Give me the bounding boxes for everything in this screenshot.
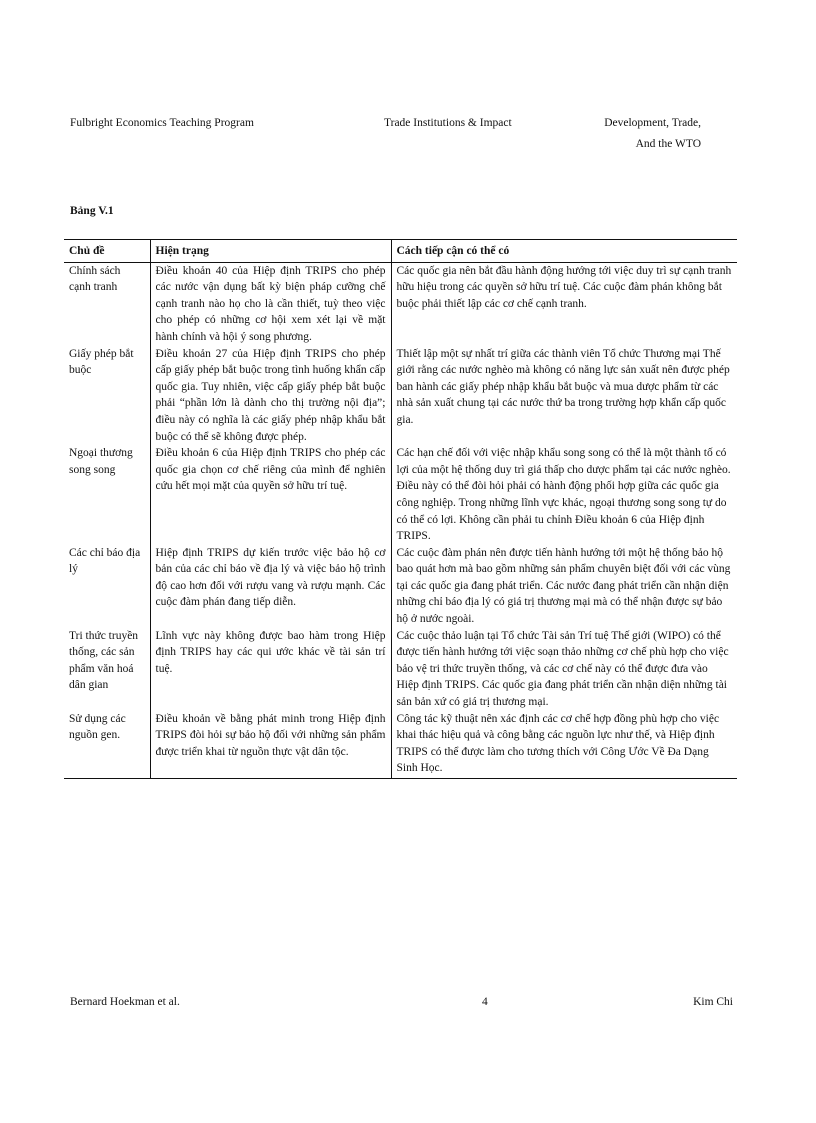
cell-approach: Thiết lập một sự nhất trí giữa các thành viên Tổ chức Thương mại Thế giới rằng các nước nghèo mà không có năng lực sản xuất nên được phép ban hành các giấy phép nhập khẩu bắt buộc và mua dược phẩm từ các nhà sản xuất chung tại các nước thứ ba trong trường hợp khẩn cấp quốc gia.	[391, 346, 737, 446]
table-row	[64, 711, 737, 779]
cell-status: Điều khoản 27 của Hiệp định TRIPS cho phép cấp giấy phép bắt buộc trong tình huống khẩn cấp quốc gia. Tuy nhiên, việc cấp giấy phép bắt buộc phải “phần lớn là dành cho thị trường nội địa”; điều này có nghĩa là các giấy phép nhập khẩu bắt buộc có thể sẽ không được phép.	[150, 346, 391, 446]
cell-topic: Giấy phép bắt buộc	[69, 347, 134, 377]
cell-topic: Ngoại thương song song	[69, 447, 133, 476]
cell-status: Hiệp định TRIPS dự kiến trước việc bảo hộ cơ bản của các chỉ báo về địa lý và việc bảo hộ trình độ cao hơn đối với rượu vang và rượu mạnh. Các cuộc đàm phán đang tiếp diễn.	[150, 545, 391, 628]
cell-status: Lĩnh vực này không được bao hàm trong Hiệp định TRIPS hay các qui ước khác về tài sản trí tuệ.	[150, 628, 391, 711]
table-row	[64, 545, 737, 628]
cell-status: Điều khoản về bằng phát minh trong Hiệp định TRIPS đòi hỏi sự bảo hộ đối với những sản phẩm được triển khai từ nguồn thực vật dân tộc.	[150, 711, 391, 779]
cell-status: Điều khoản 6 của Hiệp định TRIPS cho phép các quốc gia chọn cơ chế riêng của mình để nghiên cứu hết mọi mặt của quyền sở hữu trí tuệ.	[150, 445, 391, 545]
cell-topic: Tri thức truyền thống, các sản phẩm văn hoá dân gian	[69, 629, 139, 692]
table-label: Bảng V.1	[70, 205, 114, 217]
cell-topic: Sử dụng các nguồn gen.	[64, 711, 150, 779]
cell-approach: Công tác kỹ thuật nên xác định các cơ chế hợp đồng phù hợp cho việc khai thác hiệu quả và công bằng các nguồn lực như thế, và Hiệp định TRIPS có thể được làm cho tương thích với Công Ước Về Đa Dạng Sinh Học.	[391, 711, 737, 779]
table-header-row	[64, 240, 737, 263]
table-row	[64, 628, 737, 711]
footer-author: Bernard Hoekman et al.	[70, 996, 180, 1008]
cell-topic: Các chỉ báo địa lý	[69, 546, 141, 576]
header-topic-line2: And the WTO	[635, 138, 701, 150]
header-topic	[560, 113, 701, 155]
table-row	[64, 445, 737, 545]
cell-status: Điều khoản 40 của Hiệp định TRIPS cho phép các nước vận dụng bất kỳ biện pháp cưỡng chế cạnh tranh nào họ cho là cần thiết, tuỳ theo việc cho phép có những cơ hội xem xét lại về mặt hành chính và hội ý song phương.	[150, 262, 391, 345]
cell-approach: Các quốc gia nên bắt đầu hành động hướng tới việc duy trì sự cạnh tranh hữu hiệu trong các quyền sở hữu trí tuệ. Các cuộc đàm phán không bắt buộc phải thiết lập các cơ chế cạnh tranh.	[391, 262, 737, 345]
table-row	[64, 346, 737, 446]
column-header-topic: Chủ đề	[64, 240, 150, 263]
cell-approach: Các cuộc đàm phán nên được tiến hành hướng tới một hệ thống bảo hộ bao quát hơn mà bao gồm những sản phẩm chuyên biệt đối với các vùng tại các quốc gia đang phát triển. Các nước đang phát triển cần nhận diện những chỉ báo địa lý có giá trị thương mại mà có thể nhận được sự bảo hộ ở nước ngoài.	[391, 545, 737, 628]
column-header-status: Hiện trạng	[150, 240, 391, 263]
header-course: Trade Institutions & Impact	[384, 117, 512, 129]
page-number: 4	[482, 996, 488, 1008]
cell-approach: Các cuộc thảo luận tại Tổ chức Tài sản Trí tuệ Thế giới (WIPO) có thể được tiến hành hướng tới việc soạn thảo những cơ chế phù hợp cho việc bảo vệ tri thức truyền thống, và các cơ chế này có thể được đưa vào Hiệp định TRIPS. Các quốc gia đang phát triển cần nhận diện những tài sản bản xứ có giá trị thương mại.	[391, 628, 737, 711]
header-topic-line1: Development, Trade,	[604, 117, 701, 129]
table-row	[64, 262, 737, 345]
policy-table	[64, 239, 737, 779]
cell-approach: Các hạn chế đối với việc nhập khẩu song song có thể là một thành tố có lợi của một hệ thống duy trì giá thấp cho dược phẩm tại các nước nghèo. Điều này có thể đòi hỏi phải có hành động phối hợp giữa các quốc gia công nghiệp. Trong những lĩnh vực khác, ngoại thương song song tự do có thể có lợi. Không cần phải tu chỉnh Điều khoản 6 của Hiệp định TRIPS.	[391, 445, 737, 545]
column-header-approach: Cách tiếp cận có thể có	[391, 240, 737, 263]
cell-topic: Chính sách cạnh tranh	[69, 264, 121, 294]
header-program: Fulbright Economics Teaching Program	[70, 117, 254, 129]
footer-translator: Kim Chi	[693, 996, 733, 1008]
